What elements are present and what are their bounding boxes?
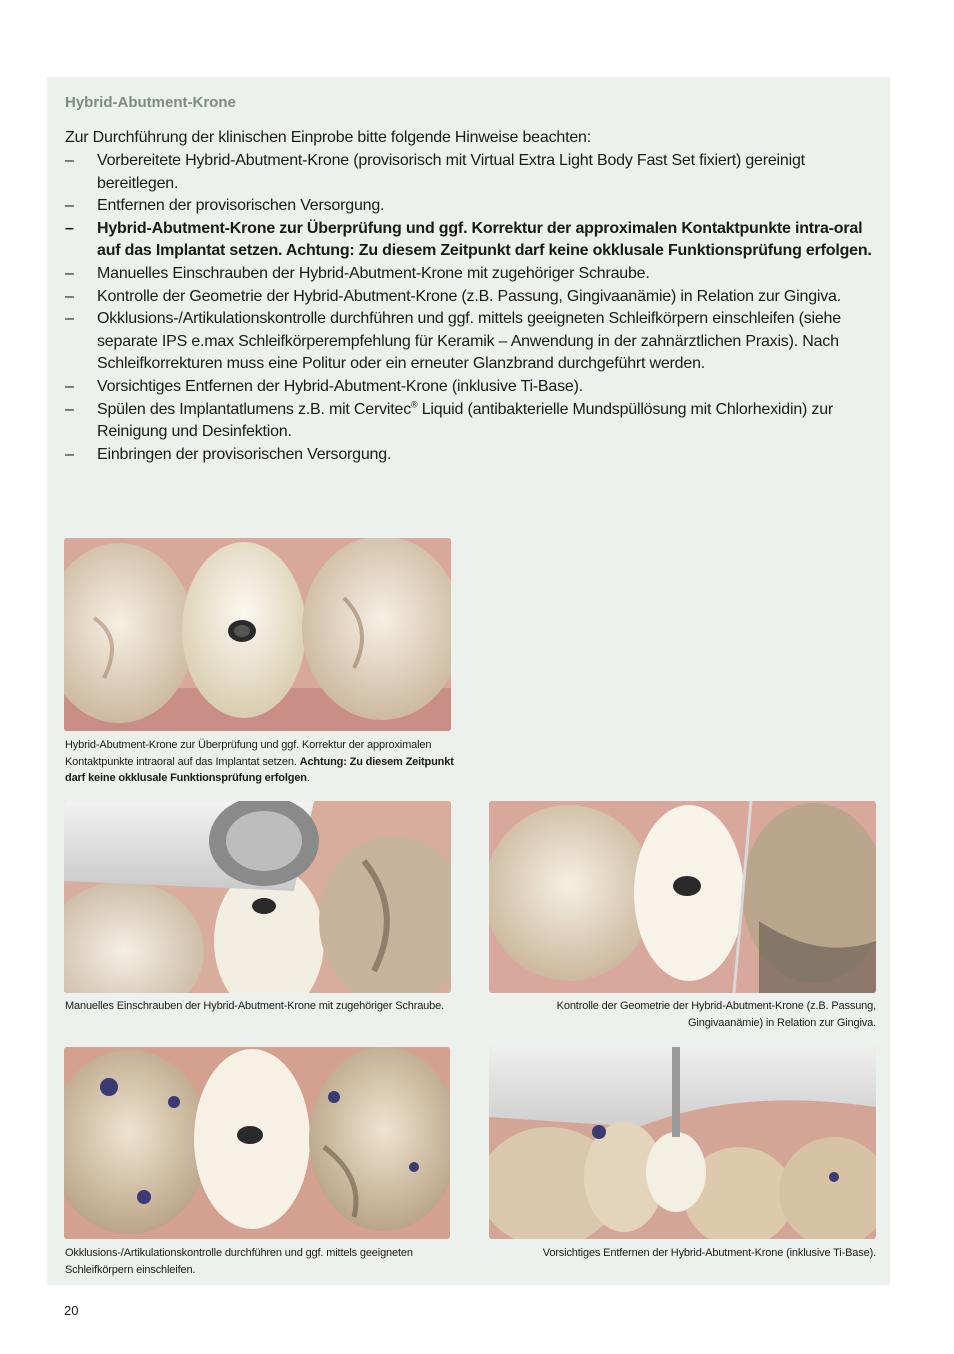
photo-geometry-check	[489, 801, 876, 993]
photo-crown-placement	[64, 538, 451, 731]
caption-occlusion-check: Okklusions-/Artikulationskontrolle durchführen und ggf. mittels geeigneten Schleifkörpern einschleifen.	[65, 1247, 413, 1276]
list-item: – Vorbereitete Hybrid-Abutment-Krone (provisorisch mit Virtual Extra Light Body Fast Set fixiert) gereinigt bereitlegen.	[65, 152, 805, 192]
photo-occlusion-check	[64, 1047, 450, 1239]
photo-screwing-in	[64, 801, 451, 993]
caption-crown-removal: Vorsichtiges Entfernen der Hybrid-Abutment-Krone (inklusive Ti-Base).	[542, 1247, 876, 1259]
list-item: – Spülen des Implantatlumens z.B. mit Cervitec® Liquid (antibakterielle Mundspüllösung mit Chlorhexidin) zur Reinigung und Desinfektion.	[65, 399, 834, 441]
list-item: – Vorsichtiges Entfernen der Hybrid-Abutment-Krone (inklusive Ti-Base).	[65, 377, 583, 395]
caption-geometry-check: Kontrolle der Geometrie der Hybrid-Abutment-Krone (z.B. Passung, Gingivaanämie) in Relation zur Gingiva.	[556, 1000, 876, 1029]
caption-crown-placement: Hybrid-Abutment-Krone zur Überprüfung und ggf. Korrektur der approximalen Kontaktpunkte intraoral auf das Implantat setzen. Achtung: Zu diesem Zeitpunkt darf keine okklusale Funktionsprüfung erfolgen.	[65, 739, 454, 784]
list-item: – Kontrolle der Geometrie der Hybrid-Abutment-Krone (z.B. Passung, Gingivaanämie) in Relation zur Gingiva.	[65, 287, 841, 305]
list-item: – Entfernen der provisorischen Versorgung.	[65, 197, 385, 215]
page-number: 20	[64, 1303, 79, 1318]
list-item: – Einbringen der provisorischen Versorgung.	[65, 445, 392, 463]
photo-crown-removal	[489, 1047, 876, 1239]
intro-text: Zur Durchführung der klinischen Einprobe bitte folgende Hinweise beachten:	[65, 129, 591, 146]
step-list	[65, 150, 875, 466]
list-item: – Hybrid-Abutment-Krone zur Überprüfung und ggf. Korrektur der approximalen Kontaktpunkte intra-oral auf das Implantat setzen. Achtung: Zu diesem Zeitpunkt darf keine okklusale Funktionsprüfung erfolgen.	[65, 219, 872, 260]
section-title: Hybrid-Abutment-Krone	[65, 94, 236, 111]
list-item: – Manuelles Einschrauben der Hybrid-Abutment-Krone mit zugehöriger Schraube.	[65, 264, 650, 282]
caption-screwing-in: Manuelles Einschrauben der Hybrid-Abutment-Krone mit zugehöriger Schraube.	[65, 1000, 444, 1012]
list-item: – Okklusions-/Artikulationskontrolle durchführen und ggf. mittels geeigneten Schleifkörpern einschleifen (siehe separate IPS e.max Schleifkörperempfehlung für Keramik – Anwendung in der zahnärztlichen Praxis). Nach Schleifkorrekturen muss eine Politur oder ein erneuter Glanzbrand durchgeführt werden.	[65, 310, 841, 373]
